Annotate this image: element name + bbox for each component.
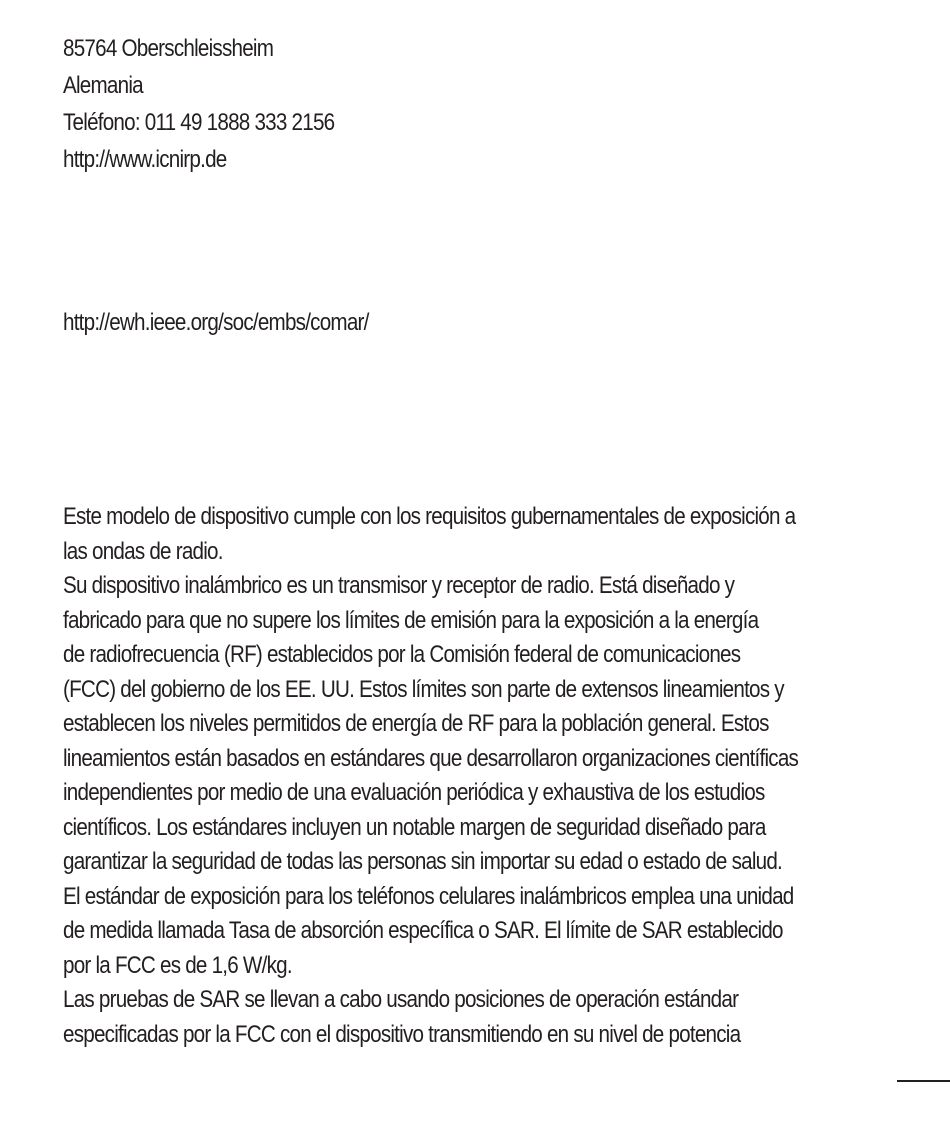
text-line: (FCC) del gobierno de los EE. UU. Estos límites son parte de extensos lineamientos y <box>63 675 784 703</box>
paragraph-sar-tests <box>63 983 893 1052</box>
address-block <box>63 30 893 178</box>
text-line: científicos. Los estándares incluyen un notable margen de seguridad diseñado para <box>63 813 766 841</box>
paragraph-sar-standard <box>63 880 893 984</box>
text-line: especificadas por la FCC con el dispositivo transmitiendo en su nivel de potencia <box>63 1020 741 1048</box>
text-line: independientes por medio de una evaluación periódica y exhaustiva de los estudios <box>63 779 765 806</box>
text-line: Las pruebas de SAR se llevan a cabo usando posiciones de operación estándar <box>63 986 739 1013</box>
paragraph-transmitter <box>63 569 893 880</box>
address-postal-line: 85764 Oberschleissheim <box>63 35 274 62</box>
icnirp-url: http://www.icnirp.de <box>63 146 227 173</box>
text-line: Este modelo de dispositivo cumple con los requisitos gubernamentales de exposición a <box>63 503 796 530</box>
text-line: las ondas de radio. <box>63 537 223 565</box>
comar-url-block <box>63 304 418 341</box>
page-corner-rule <box>897 1080 950 1082</box>
address-country-line: Alemania <box>63 72 143 99</box>
text-line: garantizar la seguridad de todas las personas sin importar su edad o estado de salud. <box>63 848 783 875</box>
body-text <box>63 500 893 1052</box>
text-line: de radiofrecuencia (RF) establecidos por la Comisión federal de comunicaciones <box>63 641 741 668</box>
text-line: establecen los niveles permitidos de energía de RF para la población general. Estos <box>63 710 769 737</box>
text-line: El estándar de exposición para los teléfonos celulares inalámbricos emplea una unidad <box>63 882 794 910</box>
text-line: lineamientos están basados en estándares que desarrollaron organizaciones científicas <box>63 744 799 772</box>
paragraph-compliance <box>63 500 893 569</box>
text-line: Su dispositivo inalámbrico es un transmisor y receptor de radio. Está diseñado y <box>63 572 735 599</box>
text-line: de medida llamada Tasa de absorción específica o SAR. El límite de SAR establecido <box>63 917 783 944</box>
comar-url: http://ewh.ieee.org/soc/embs/comar/ <box>63 309 369 336</box>
document-page <box>63 30 893 1048</box>
address-phone-line: Teléfono: 011 49 1888 333 2156 <box>63 109 335 136</box>
text-line: fabricado para que no supere los límites de emisión para la exposición a la energía <box>63 606 759 634</box>
text-line: por la FCC es de 1,6 W/kg. <box>63 951 292 979</box>
